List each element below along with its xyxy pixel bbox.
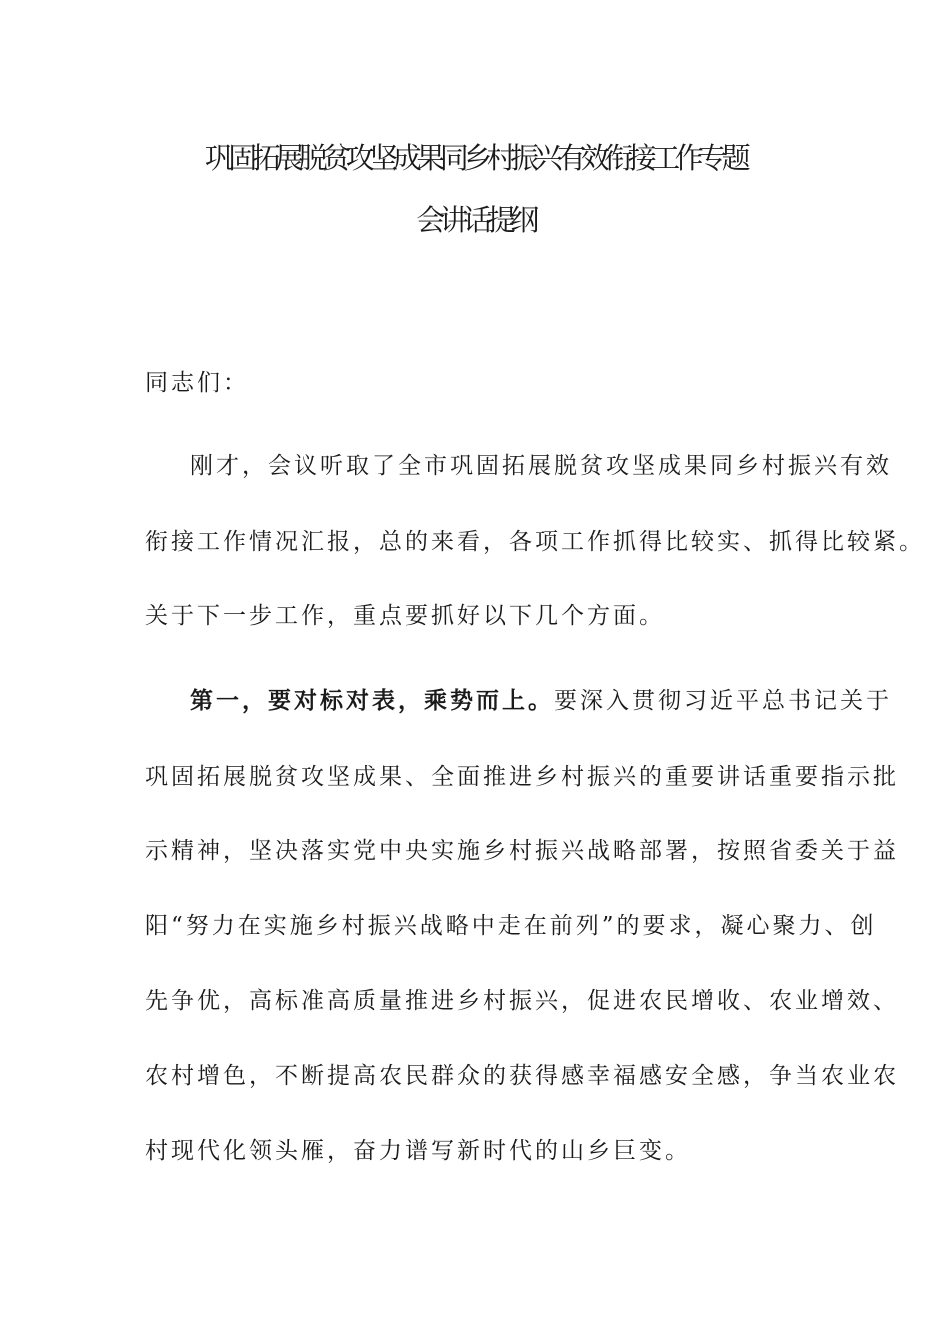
paragraph-1-line-3: 关于下一步工作，重点要抓好以下几个方面。: [145, 603, 665, 629]
salutation: 同志们：: [145, 370, 249, 396]
paragraph-1-line-2: 衔接工作情况汇报，总的来看，各项工作抓得比较实、抓得比较紧。: [145, 529, 925, 555]
paragraph-2-line-3: 示精神，坚决落实党中央实施乡村振兴战略部署，按照省委关于益: [145, 838, 899, 864]
paragraph-2-line-7: 村现代化领头雁，奋力谱写新时代的山乡巨变。: [145, 1138, 691, 1164]
section-heading: 第一，要对标对表，乘势而上。: [190, 688, 554, 714]
paragraph-1-line-1: 刚才，会议听取了全市巩固拓展脱贫攻坚成果同乡村振兴有效: [190, 453, 892, 479]
paragraph-2-line-5: 先争优，高标准高质量推进乡村振兴，促进农民增收、农业增效、: [145, 988, 899, 1014]
paragraph-2-line-2: 巩固拓展脱贫攻坚成果、全面推进乡村振兴的重要讲话重要指示批: [145, 764, 899, 790]
document-title-line-1: 巩固拓展脱贫攻坚成果同乡村振兴有效衔接工作专题: [204, 141, 746, 175]
paragraph-2-line-4: 阳“努力在实施乡村振兴战略中走在前列”的要求，凝心聚力、创: [145, 913, 877, 939]
paragraph-2-line-6: 农村增色，不断提高农民群众的获得感幸福感安全感，争当农业农: [145, 1063, 899, 1089]
paragraph-2-line-1-text: 要深入贯彻习近平总书记关于: [554, 688, 892, 714]
document-title-line-2: 会讲话提纲: [416, 203, 534, 237]
paragraph-2-line-1: [190, 682, 892, 715]
